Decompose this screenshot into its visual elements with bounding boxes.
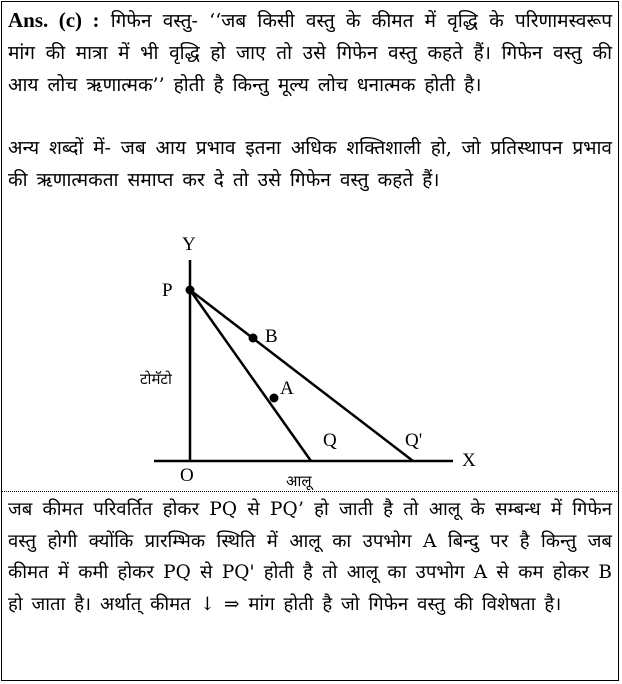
point-p-label: P bbox=[162, 280, 173, 301]
point-a-label: A bbox=[280, 378, 294, 399]
point-b-label: B bbox=[265, 326, 278, 347]
y-axis-label: Y bbox=[182, 234, 196, 255]
y-axis-title: टोमॅटो bbox=[140, 370, 172, 388]
point-q-label: Q bbox=[323, 430, 337, 451]
point-p-marker bbox=[186, 286, 195, 295]
budget-line-pq bbox=[190, 290, 311, 461]
point-a-marker bbox=[270, 394, 279, 403]
answer-paragraph-2: अन्य शब्दों में- जब आय प्रभाव इतना अधिक शक्तिशाली हो, जो प्रतिस्थापन प्रभाव की ऋणात्मकता समाप्त कर दे तो उसे गिफेन वस्तु कहते हैं। bbox=[8, 137, 612, 191]
origin-label: O bbox=[180, 465, 194, 486]
answer-label: Ans. (c) : bbox=[8, 8, 100, 32]
point-b-marker bbox=[249, 334, 258, 343]
budget-line-pq-prime bbox=[190, 290, 413, 461]
explanation-paragraph: जब कीमत परिवर्तित होकर PQ से PQ’ हो जाती है तो आलू के सम्बन्ध में गिफेन वस्तु होगी क्योंकि प्रारम्भिक स्थिति में आलू का उपभोग A बिन्दु पर है किन्तु जब कीमत में कमी होकर PQ से PQ' होती है तो आलू का उपभोग A से कम होकर B हो जाता है। अर्थात् कीमत ↓ ⇒ मांग होती है जो गिफेन वस्तु की विशेषता है। bbox=[8, 499, 612, 615]
x-axis-label: X bbox=[462, 450, 476, 471]
giffen-definition: गिफेन वस्तु- ‘‘जब किसी वस्तु के कीमत में वृद्धि के परिणामस्वरूप मांग की मात्रा में भी वृद्धि हो जाए तो उसे गिफेन वस्तु कहते हैं। गिफेन वस्तु की आय लोच ऋणात्मक’’ होती है किन्तु मूल्य लोच धनात्मक होती है। bbox=[8, 10, 612, 96]
giffen-budget-line-diagram bbox=[140, 228, 500, 494]
x-axis-title: आलू bbox=[286, 472, 312, 490]
point-q-prime-label: Q' bbox=[405, 430, 423, 451]
section-divider bbox=[1, 491, 619, 492]
answer-paragraph-1 bbox=[8, 4, 612, 101]
